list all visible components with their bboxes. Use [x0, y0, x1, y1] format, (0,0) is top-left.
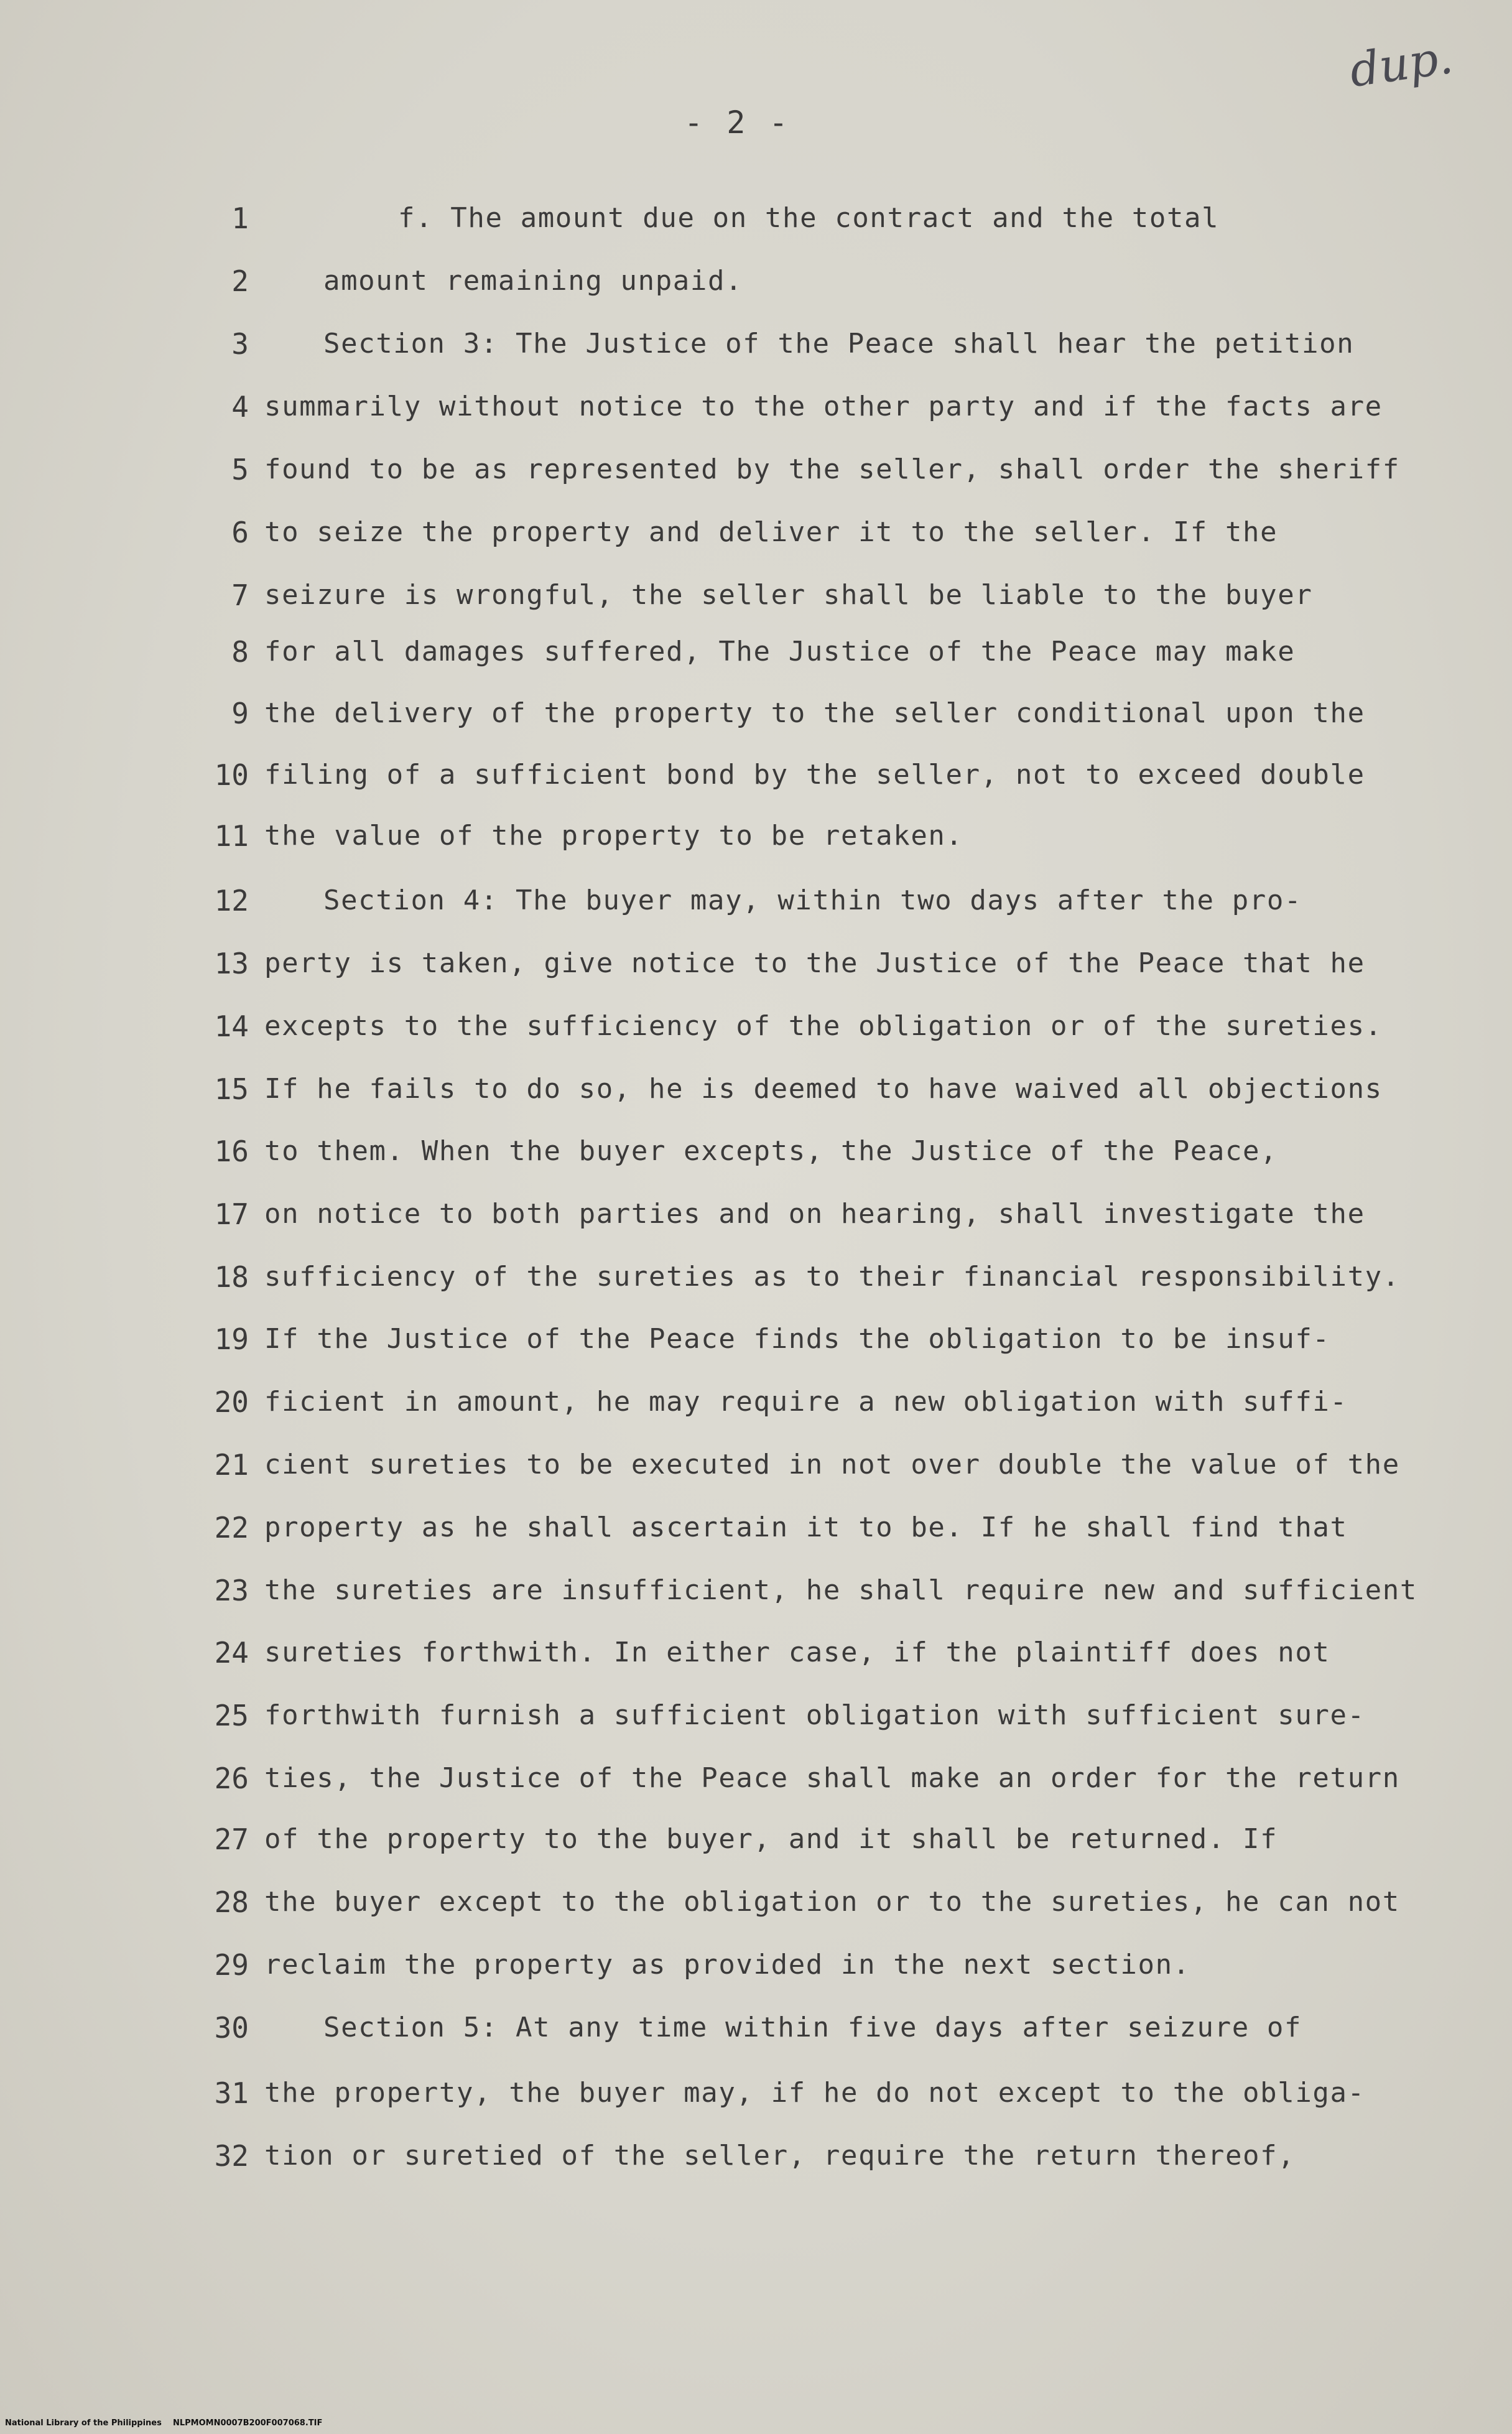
- line-text: forthwith furnish a sufficient obligation with sufficient sure-: [264, 1699, 1365, 1731]
- line-text: tion or suretied of the seller, require the return thereof,: [264, 2140, 1296, 2172]
- line-number: 7: [231, 578, 249, 612]
- line-text: cient sureties to be executed in not over double the value of the: [264, 1449, 1400, 1480]
- line-number: 25: [214, 1699, 249, 1732]
- line-number: 1: [231, 202, 249, 235]
- line-number: 12: [214, 884, 249, 917]
- line-number: 27: [214, 1823, 249, 1856]
- line-number: 5: [231, 453, 249, 486]
- line-number: 20: [214, 1385, 249, 1419]
- page-number: - 2 -: [684, 105, 791, 141]
- text-line: [0, 1631, 1512, 1675]
- line-number: 15: [214, 1072, 249, 1106]
- text-line: [0, 1255, 1512, 1299]
- text-line: [0, 574, 1512, 617]
- line-text: ties, the Justice of the Peace shall make an order for the return: [264, 1762, 1400, 1794]
- text-line: [0, 1443, 1512, 1487]
- line-text: property as he shall ascertain it to be. If he shall find that: [264, 1512, 1348, 1543]
- line-number: 16: [214, 1135, 249, 1168]
- line-number: 29: [214, 1948, 249, 1982]
- line-text: the delivery of the property to the seller conditional upon the: [264, 697, 1365, 729]
- line-number: 17: [214, 1197, 249, 1231]
- line-text: summarily without notice to the other party and if the facts are: [264, 391, 1383, 422]
- line-number: 6: [231, 516, 249, 549]
- line-text: sureties forthwith. In either case, if the plaintiff does not: [264, 1637, 1330, 1668]
- line-number: 10: [214, 758, 249, 792]
- line-number: 21: [214, 1448, 249, 1482]
- line-number: 9: [231, 697, 249, 730]
- line-text: seizure is wrongful, the seller shall be liable to the buyer: [264, 579, 1313, 611]
- line-text: Section 4: The buyer may, within two days after the pro-: [323, 885, 1302, 916]
- text-line: [0, 259, 1512, 303]
- text-line: [0, 814, 1512, 858]
- text-line: [0, 1130, 1512, 1173]
- line-number: 22: [214, 1511, 249, 1544]
- handwritten-annotation: dup.: [1346, 30, 1457, 98]
- line-text: reclaim the property as provided in the next section.: [264, 1949, 1190, 1981]
- text-line: [0, 1694, 1512, 1737]
- line-text: the property, the buyer may, if he do not except to the obliga-: [264, 2077, 1365, 2109]
- line-text: to them. When the buyer excepts, the Justice of the Peace,: [264, 1135, 1278, 1167]
- line-text: for all damages suffered, The Justice of the Peace may make: [264, 636, 1296, 667]
- text-line: [0, 1943, 1512, 1987]
- text-line: [0, 1005, 1512, 1048]
- text-line: [0, 385, 1512, 429]
- line-number: 4: [231, 390, 249, 424]
- text-line: [0, 322, 1512, 366]
- line-text: to seize the property and deliver it to the seller. If the: [264, 516, 1278, 548]
- text-line: [0, 1818, 1512, 1861]
- text-line: [0, 753, 1512, 797]
- line-text: Section 3: The Justice of the Peace shall hear the petition: [323, 328, 1355, 360]
- text-line: [0, 2134, 1512, 2178]
- text-line: [0, 1506, 1512, 1549]
- line-text: f. The amount due on the contract and the total: [398, 202, 1220, 234]
- line-text: the sureties are insufficient, he shall require new and sufficient: [264, 1574, 1417, 1606]
- line-text: excepts to the sufficiency of the obligation or of the sureties.: [264, 1010, 1383, 1042]
- line-text: Section 5: At any time within five days after seizure of: [323, 2012, 1302, 2043]
- line-number: 32: [214, 2139, 249, 2173]
- line-text: amount remaining unpaid.: [323, 265, 743, 297]
- line-number: 23: [214, 1574, 249, 1607]
- line-number: 13: [214, 947, 249, 980]
- line-number: 19: [214, 1322, 249, 1356]
- text-line: [0, 2071, 1512, 2115]
- text-line: [0, 1569, 1512, 1612]
- text-line: [0, 1380, 1512, 1424]
- line-text: perty is taken, give notice to the Justice of the Peace that he: [264, 947, 1365, 979]
- text-line: [0, 511, 1512, 554]
- archive-footer: National Library of the Philippines NLPMOMN0007B200F007068.TIF: [5, 2418, 323, 2428]
- line-text: sufficiency of the sureties as to their financial responsibility.: [264, 1261, 1400, 1293]
- line-text: the value of the property to be retaken.: [264, 820, 963, 852]
- line-number: 2: [231, 264, 249, 298]
- line-number: 3: [231, 327, 249, 361]
- line-text: If the Justice of the Peace finds the obligation to be insuf-: [264, 1323, 1330, 1355]
- line-text: on notice to both parties and on hearing, shall investigate the: [264, 1198, 1365, 1230]
- line-number: 11: [214, 819, 249, 853]
- line-text: the buyer except to the obligation or to the sureties, he can not: [264, 1886, 1400, 1918]
- line-number: 26: [214, 1762, 249, 1795]
- line-number: 8: [231, 635, 249, 669]
- line-text: of the property to the buyer, and it shall be returned. If: [264, 1823, 1278, 1855]
- line-number: 30: [214, 2011, 249, 2045]
- text-line: [0, 1757, 1512, 1800]
- text-line: [0, 1192, 1512, 1236]
- text-line: [0, 1067, 1512, 1111]
- line-number: 28: [214, 1885, 249, 1919]
- text-line: [0, 1317, 1512, 1361]
- line-number: 18: [214, 1260, 249, 1294]
- text-line: [0, 942, 1512, 985]
- text-line: [0, 197, 1512, 240]
- text-line: [0, 879, 1512, 922]
- line-text: filing of a sufficient bond by the seller, not to exceed double: [264, 759, 1365, 791]
- line-text: ficient in amount, he may require a new obligation with suffi-: [264, 1386, 1348, 1418]
- text-line: [0, 692, 1512, 735]
- line-text: found to be as represented by the seller, shall order the sheriff: [264, 453, 1400, 485]
- text-line: [0, 630, 1512, 674]
- text-line: [0, 2006, 1512, 2050]
- text-line: [0, 1880, 1512, 1924]
- line-number: 24: [214, 1636, 249, 1670]
- line-number: 14: [214, 1010, 249, 1043]
- line-number: 31: [214, 2076, 249, 2110]
- line-text: If he fails to do so, he is deemed to have waived all objections: [264, 1073, 1383, 1105]
- text-line: [0, 448, 1512, 491]
